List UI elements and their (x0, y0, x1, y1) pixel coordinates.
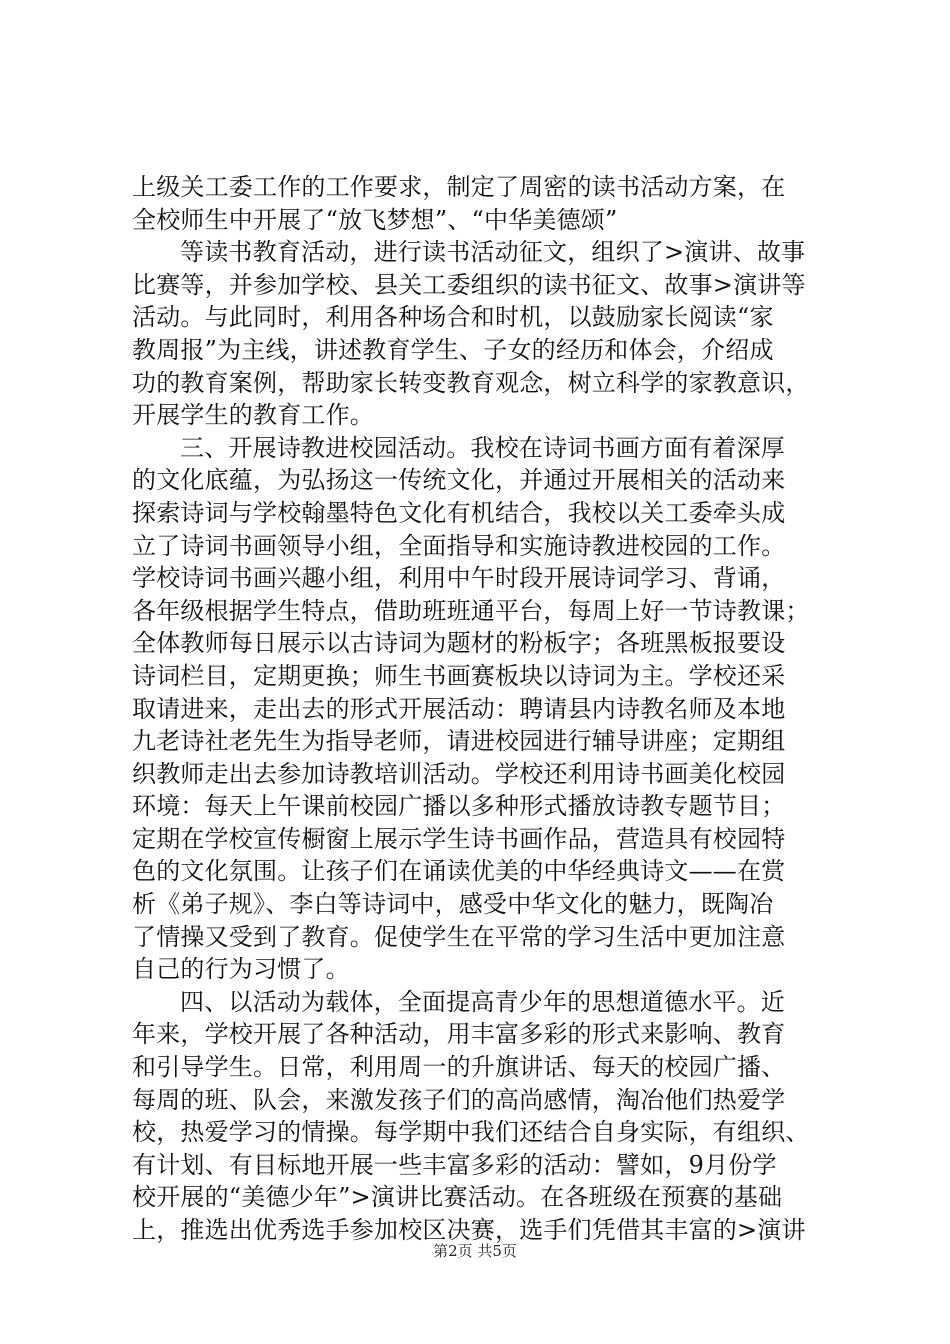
text-line: 上级关工委工作的工作要求，制定了周密的读书活动方案，在 (132, 173, 786, 201)
text-line: 析《弟子规》、李白等诗词中，感受中华文化的魅力，既陶冶 (132, 890, 774, 919)
text-line: 全校师生中开展了“放飞梦想”、“中华美德颂” (132, 205, 618, 234)
section-heading-line: 四、以活动为载体，全面提高青少年的思想道德水平。近 (180, 987, 785, 1016)
text-line: 定期在学校宣传橱窗上展示学生诗书画作品，营造具有校园特 (132, 824, 786, 853)
text-line: 年来，学校开展了各种活动，用丰富多彩的形式来影响、教育 (132, 1020, 786, 1049)
text-line: 诗词栏目，定期更换；师生书画赛板块以诗词为主。学校还采 (132, 661, 786, 690)
text-line: 开展学生的教育工作。 (132, 401, 374, 430)
text-line: 全体教师每日展示以古诗词为题材的粉板字；各班黑板报要设 (132, 629, 786, 658)
text-line: 上，推选出优秀选手参加校区决赛，选手们凭借其丰富的>演讲 (132, 1216, 806, 1244)
text-line: 校开展的“美德少年”>演讲比赛活动。在各班级在预赛的基础 (132, 1183, 783, 1212)
text-line: 比赛等，并参加学校、县关工委组织的读书征文、故事>演讲等 (132, 270, 806, 299)
text-line: 了情操又受到了教育。促使学生在平常的学习生活中更加注意 (132, 922, 786, 951)
text-line: 等读书教育活动，进行读书活动征文，组织了>演讲、故事 (180, 238, 806, 267)
text-line: 活动。与此同时，利用各种场合和时机，以鼓励家长阅读“家 (132, 303, 774, 332)
text-line: 织教师走出去参加诗教培训活动。学校还利用诗书画美化校园 (132, 759, 786, 788)
page-number-footer: 第2页 共5页 (433, 1242, 517, 1260)
text-line: 的文化底蕴，为弘扬这一传统文化，并通过开展相关的活动来 (132, 466, 786, 495)
text-line: 自己的行为习惯了。 (132, 955, 350, 984)
text-line: 探索诗词与学校翰墨特色文化有机结合，我校以关工委牵头成 (132, 498, 786, 527)
text-line: 取请进来，走出去的形式开展活动：聘请县内诗教名师及本地 (132, 694, 786, 723)
section-heading-line: 三、开展诗教进校园活动。我校在诗词书画方面有着深厚 (180, 433, 785, 462)
text-line: 色的文化氛围。让孩子们在诵读优美的中华经典诗文——在赏 (132, 857, 786, 886)
text-line: 每周的班、队会，来激发孩子们的高尚感情，淘冶他们热爱学 (132, 1085, 786, 1114)
text-line: 学校诗词书画兴趣小组，利用中午时段开展诗词学习、背诵， (132, 564, 786, 593)
text-line: 功的教育案例，帮助家长转变教育观念，树立科学的家教意识， (132, 368, 810, 397)
text-line: 立了诗词书画领导小组，全面指导和实施诗教进校园的工作。 (132, 531, 786, 560)
text-line: 和引导学生。日常，利用周一的升旗讲话、每天的校园广播、 (132, 1053, 786, 1082)
text-line: 各年级根据学生特点，借助班班通平台，每周上好一节诗教课； (132, 596, 810, 625)
text-line: 九老诗社老先生为指导老师，请进校园进行辅导讲座；定期组 (132, 727, 786, 756)
text-line: 教周报”为主线，讲述教育学生、子女的经历和体会，介绍成 (132, 335, 774, 364)
text-line: 环境：每天上午课前校园广播以多种形式播放诗教专题节目； (132, 792, 786, 821)
document-body (132, 171, 832, 1247)
text-line: 有计划、有目标地开展一些丰富多彩的活动：譬如，9月份学 (132, 1150, 777, 1179)
text-line: 校，热爱学习的情操。每学期中我们还结合自身实际，有组织、 (132, 1118, 810, 1147)
